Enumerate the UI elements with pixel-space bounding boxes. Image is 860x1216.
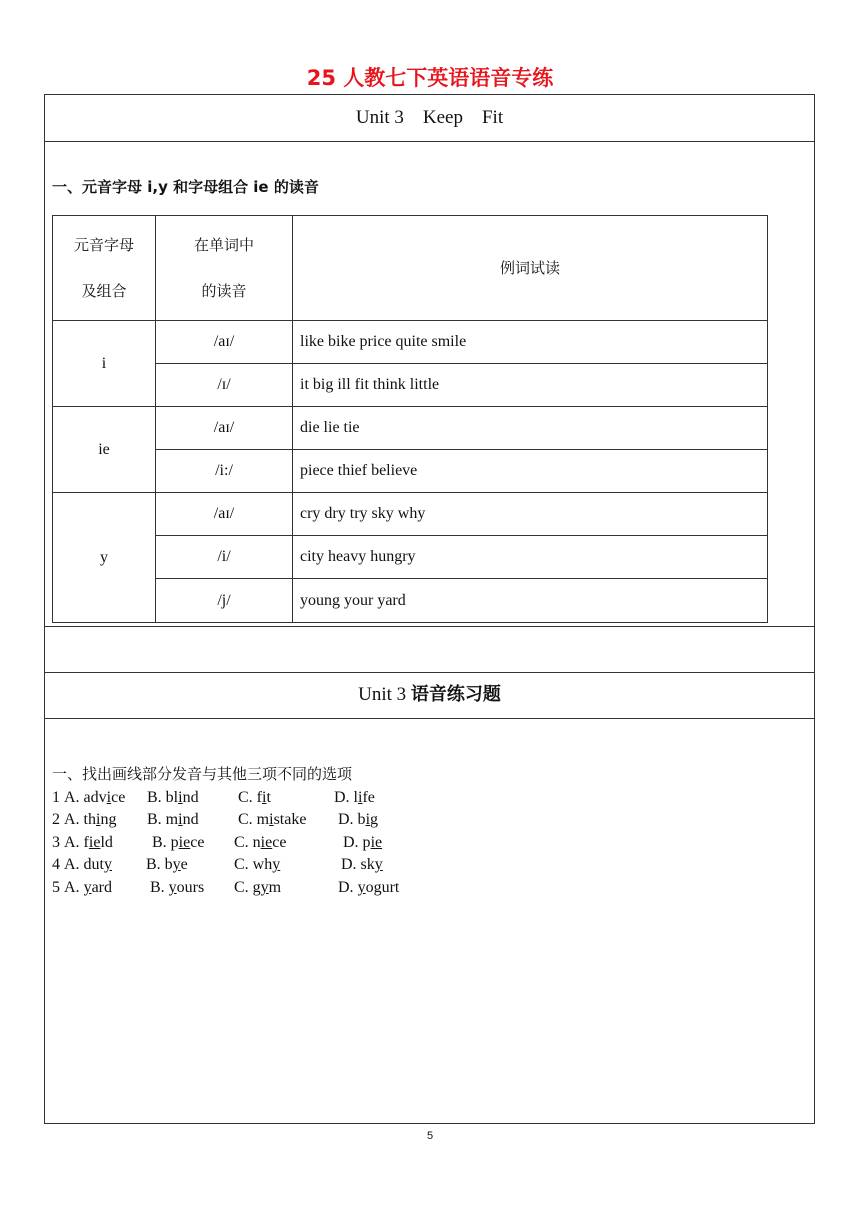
- ipa-cell: /i/: [156, 536, 293, 579]
- exercise-heading: 一、找出画线部分发音与其他三项不同的选项: [52, 765, 353, 783]
- answer-option: D. yogurt: [338, 879, 400, 896]
- underlined-part: ie: [88, 834, 101, 851]
- answer-option: A. advice: [64, 789, 126, 806]
- underlined-part: ie: [178, 834, 191, 851]
- answer-option: A. duty: [64, 856, 112, 873]
- letter-cell: ie: [53, 407, 156, 493]
- letter-cell: i: [53, 321, 156, 407]
- exercise-header-box: [44, 672, 815, 719]
- table-row: [53, 536, 768, 579]
- letter-cell: y: [53, 493, 156, 623]
- unit-header: Unit 3 Keep Fit: [355, 107, 504, 128]
- header-examples: 例词试读: [293, 216, 768, 321]
- ipa-cell: /aɪ/: [156, 321, 293, 364]
- underlined-part: y: [272, 856, 281, 873]
- table-row: [53, 493, 768, 536]
- blank-row-box: [44, 626, 815, 673]
- answer-option: C. why: [234, 856, 281, 873]
- answer-option: C. mistake: [238, 811, 307, 828]
- table-row: [53, 364, 768, 407]
- words-cell: young your yard: [293, 579, 768, 623]
- answer-option: C. niece: [234, 834, 287, 851]
- document-title: 25 人教七下英语语音专练: [306, 66, 554, 90]
- underlined-part: y: [260, 879, 269, 896]
- page-number: 5: [426, 1130, 434, 1142]
- header-letter: 元音字母 及组合: [53, 216, 156, 321]
- answer-option: D. pie: [343, 834, 383, 851]
- underlined-part: y: [357, 879, 366, 896]
- answer-option: D. big: [338, 811, 379, 828]
- underlined-part: i: [365, 811, 371, 828]
- words-cell: die lie tie: [293, 407, 768, 450]
- exercise-header-en: Unit 3: [358, 684, 411, 705]
- underlined-part: y: [83, 879, 92, 896]
- underlined-part: i: [178, 811, 183, 828]
- underlined-part: y: [172, 856, 181, 873]
- underlined-part: ie: [370, 834, 383, 851]
- ipa-cell: /aɪ/: [156, 407, 293, 450]
- ipa-cell: /j/: [156, 579, 293, 623]
- header-sound: 在单词中 的读音: [156, 216, 293, 321]
- table-row: [53, 450, 768, 493]
- answer-option: C. fit: [238, 789, 271, 806]
- table-row: [53, 321, 768, 364]
- question-number: 4: [52, 856, 60, 873]
- answer-option: D. sky: [341, 856, 383, 873]
- words-cell: city heavy hungry: [293, 536, 768, 579]
- underlined-part: i: [262, 789, 267, 806]
- underlined-part: ie: [260, 834, 273, 851]
- ipa-cell: /ɪ/: [156, 364, 293, 407]
- underlined-part: i: [106, 789, 112, 806]
- words-cell: like bike price quite smile: [293, 321, 768, 364]
- underlined-part: i: [269, 811, 274, 828]
- unit-header-box: [44, 94, 815, 142]
- table-row: [53, 579, 768, 623]
- exercise-header-cn: 语音练习题: [410, 684, 501, 705]
- answer-option: B. bye: [146, 856, 188, 873]
- words-cell: cry dry try sky why: [293, 493, 768, 536]
- underlined-part: i: [96, 811, 101, 828]
- pronunciation-table: [52, 215, 768, 623]
- answer-option: B. piece: [152, 834, 205, 851]
- question-number: 1: [52, 789, 60, 806]
- underlined-part: i: [358, 789, 363, 806]
- answer-option: A. thing: [64, 811, 117, 828]
- underlined-part: y: [104, 856, 112, 873]
- answer-option: B. mind: [147, 811, 199, 828]
- table-header-row: [53, 216, 768, 321]
- exercise-header: [45, 672, 814, 718]
- question-number: 3: [52, 834, 60, 851]
- ipa-cell: /aɪ/: [156, 493, 293, 536]
- answer-option: D. life: [334, 789, 375, 806]
- underlined-part: i: [178, 789, 183, 806]
- answer-option: B. blind: [147, 789, 199, 806]
- answer-option: A. field: [64, 834, 113, 851]
- words-cell: piece thief believe: [293, 450, 768, 493]
- underlined-part: y: [374, 856, 383, 873]
- question-number: 5: [52, 879, 60, 896]
- question-number: 2: [52, 811, 60, 828]
- section1-heading: 一、元音字母 i,y 和字母组合 ie 的读音: [52, 178, 319, 196]
- table-row: [53, 407, 768, 450]
- words-cell: it big ill fit think little: [293, 364, 768, 407]
- ipa-cell: /i:/: [156, 450, 293, 493]
- answer-option: C. gym: [234, 879, 282, 896]
- underlined-part: y: [168, 879, 177, 896]
- answer-option: B. yours: [150, 879, 205, 896]
- answer-option: A. yard: [64, 879, 112, 896]
